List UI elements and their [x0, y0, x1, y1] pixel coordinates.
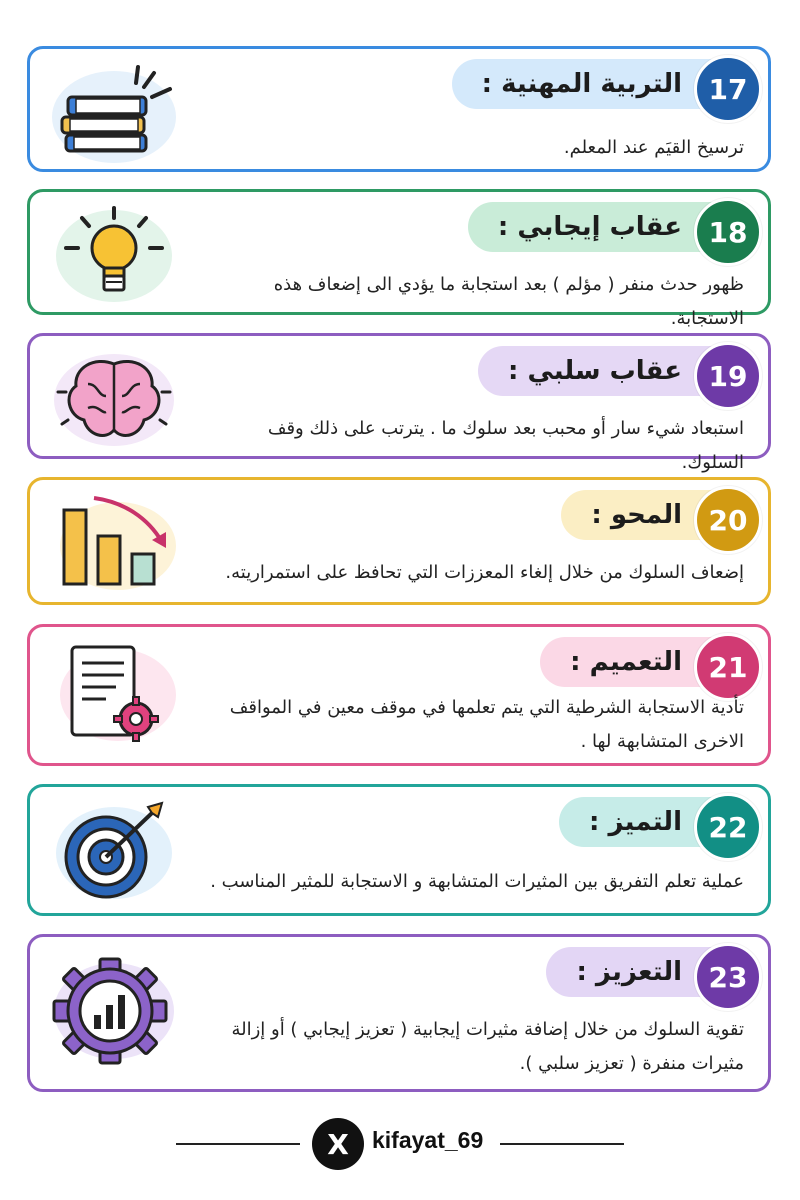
- number-badge: 22: [694, 793, 762, 861]
- card-19: [27, 333, 771, 473]
- number-badge: 21: [694, 633, 762, 701]
- card-17: [27, 46, 771, 172]
- card-description: تقوية السلوك من خلال إضافة مثيرات إيجابية ( تعزيز إيجابي ) أو إزالة مثيرات منفرة ( تعزيز سلبي ).: [231, 1019, 744, 1074]
- card-title: التعزيز :: [546, 947, 718, 997]
- card-20: [27, 477, 771, 605]
- account-handle[interactable]: kifayat_69: [372, 1127, 484, 1153]
- document-gear-icon: [44, 639, 184, 749]
- books-icon: [44, 57, 184, 167]
- card-title: عقاب إيجابي :: [468, 202, 718, 252]
- card-title: التميز :: [559, 797, 718, 847]
- number-badge: 23: [694, 943, 762, 1011]
- card-title: المحو :: [561, 490, 718, 540]
- number-badge: 17: [694, 55, 762, 123]
- card-description: عملية تعلم التفريق بين المثيرات المتشابهة و الاستجابة للمثير المناسب .: [210, 871, 744, 892]
- number-badge: 19: [694, 342, 762, 410]
- x-logo-icon[interactable]: X: [312, 1118, 364, 1170]
- footer-divider-right: [500, 1143, 624, 1145]
- card-description: استبعاد شيء سار أو محبب بعد سلوك ما . يترتب على ذلك وقف السلوك.: [267, 418, 744, 473]
- card-title: عقاب سلبي :: [478, 346, 718, 396]
- gear-chart-icon: [44, 955, 184, 1065]
- target-icon: [44, 797, 184, 907]
- card-22: [27, 784, 771, 916]
- footer-divider-left: [176, 1143, 300, 1145]
- card-description: إضعاف السلوك من خلال إلغاء المعززات التي تحافظ على استمراريته.: [225, 562, 744, 583]
- declining-chart-icon: [44, 488, 184, 598]
- card-21: [27, 624, 771, 766]
- brain-icon: [44, 344, 184, 454]
- card-23: [27, 934, 771, 1092]
- card-description: ظهور حدث منفر ( مؤلم ) بعد استجابة ما يؤدي الى إضعاف هذه الاستجابة.: [273, 274, 744, 329]
- card-description: تأدية الاستجابة الشرطية التي يتم تعلمها في موقف معين في المواقف الاخرى المتشابهة لها .: [229, 697, 744, 752]
- footer: [0, 1116, 800, 1172]
- card-title: التربية المهنية :: [452, 59, 718, 109]
- card-title: التعميم :: [540, 637, 718, 687]
- lightbulb-icon: [44, 200, 184, 310]
- number-badge: 20: [694, 486, 762, 554]
- number-badge: 18: [694, 198, 762, 266]
- card-18: [27, 189, 771, 329]
- card-description: ترسيخ القيَم عند المعلم.: [563, 137, 744, 158]
